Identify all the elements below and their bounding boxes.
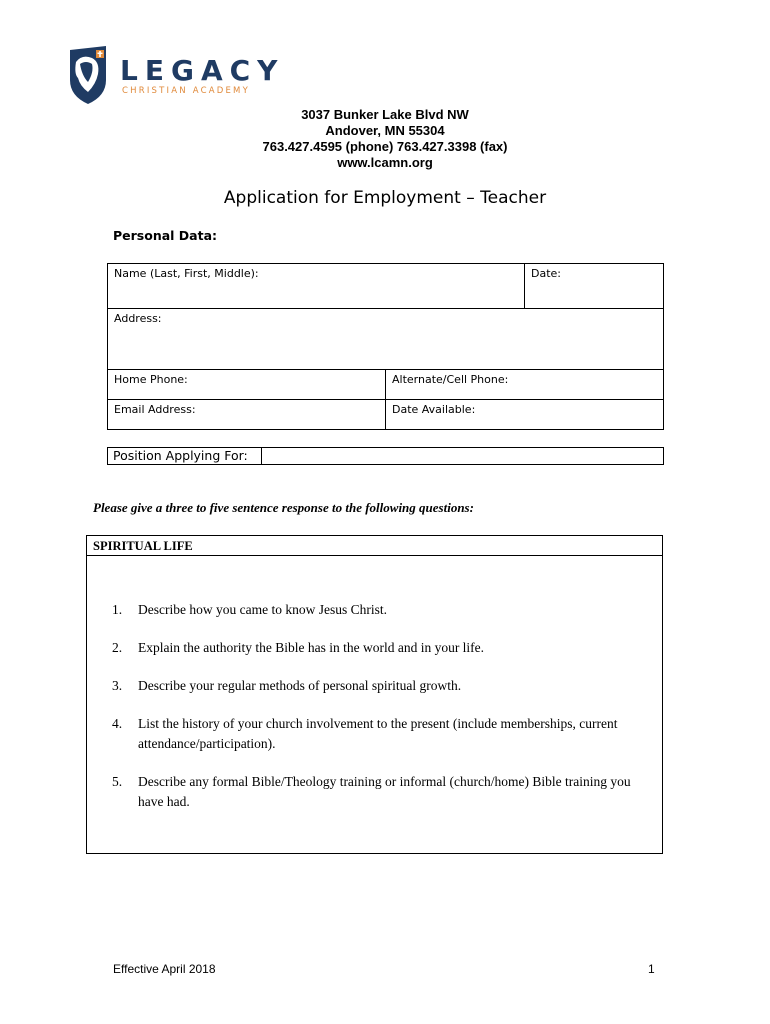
position-input[interactable]	[263, 448, 663, 464]
question-item	[112, 676, 642, 696]
email-field[interactable]	[107, 399, 386, 430]
question-text: List the history of your church involvement to the present (include memberships, current attendance/participation).	[138, 716, 618, 751]
name-field-label: Name (Last, First, Middle):	[114, 267, 259, 280]
question-item	[112, 638, 642, 658]
question-number: 5.	[112, 774, 123, 789]
position-row	[107, 447, 664, 465]
question-item	[112, 600, 642, 620]
legacy-logo	[66, 44, 285, 106]
address-city: Andover, MN 55304	[325, 123, 445, 138]
question-number: 2.	[112, 640, 123, 655]
personal-data-heading: Personal Data:	[113, 228, 218, 243]
instructions-text: Please give a three to five sentence response to the following questions:	[93, 500, 474, 515]
page-title: Application for Employment – Teacher	[223, 188, 547, 208]
home-phone-label: Home Phone:	[114, 373, 188, 386]
address-phones: 763.427.4595 (phone) 763.427.3398 (fax)	[262, 139, 508, 154]
question-number: 1.	[112, 602, 123, 617]
date-available-field[interactable]	[385, 399, 664, 430]
question-number: 3.	[112, 678, 123, 693]
spiritual-life-heading: SPIRITUAL LIFE	[87, 536, 662, 556]
question-number: 4.	[112, 716, 123, 731]
question-text: Explain the authority the Bible has in the world and in your life.	[138, 640, 485, 655]
address-field-label: Address:	[114, 312, 162, 325]
footer-effective-date: Effective April 2018	[113, 962, 216, 976]
email-label: Email Address:	[114, 403, 196, 416]
logo-wordmark: LEGACY	[120, 54, 285, 87]
logo-subtitle: CHRISTIAN ACADEMY	[122, 86, 250, 96]
address-street: 3037 Bunker Lake Blvd NW	[301, 107, 469, 122]
name-field[interactable]	[107, 263, 525, 309]
address-field[interactable]	[107, 308, 664, 370]
spiritual-life-section	[86, 535, 663, 854]
address-website[interactable]: www.lcamn.org	[337, 155, 433, 170]
footer-page-number: 1	[648, 962, 655, 976]
question-item	[112, 772, 642, 812]
date-field[interactable]	[524, 263, 664, 309]
question-item	[112, 714, 642, 754]
question-text: Describe any formal Bible/Theology training or informal (church/home) Bible training you have had.	[138, 774, 631, 809]
alt-phone-field[interactable]	[385, 369, 664, 400]
home-phone-field[interactable]	[107, 369, 386, 400]
question-text: Describe how you came to know Jesus Christ.	[138, 602, 387, 617]
question-text: Describe your regular methods of personal spiritual growth.	[138, 678, 462, 693]
position-label: Position Applying For:	[108, 448, 262, 464]
date-field-label: Date:	[531, 267, 561, 280]
alt-phone-label: Alternate/Cell Phone:	[392, 373, 509, 386]
date-available-label: Date Available:	[392, 403, 476, 416]
shield-lion-icon	[66, 44, 110, 106]
